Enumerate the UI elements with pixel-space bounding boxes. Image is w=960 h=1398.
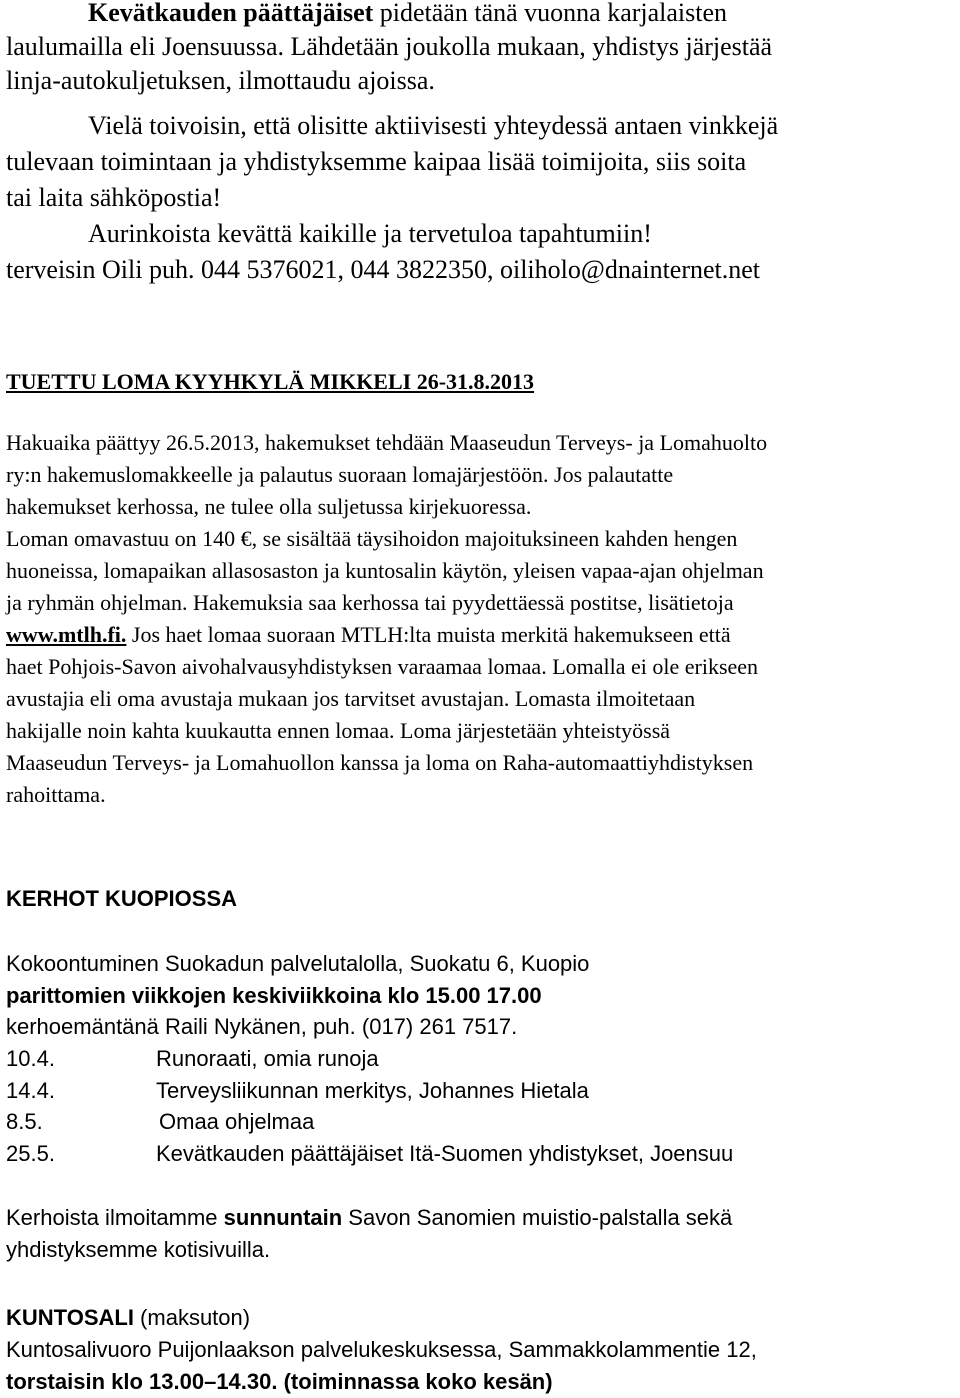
clubs-host: kerhoemäntänä Raili Nykänen, puh. (017) 261 7517. [6,1014,518,1039]
p1-line3: linja-autokuljetuksen, ilmottaudu ajoissa. [6,66,435,95]
gym-heading-note: (maksuton) [133,1305,251,1330]
event-title: Kevätkauden päättäjäiset Itä-Suomen yhdistykset, Joensuu [156,1141,734,1166]
gym-line2: torstaisin klo 13.00–14.30. (toiminnassa koko kesän) [6,1369,553,1394]
p2-line3: tai laita sähköpostia! [6,183,222,212]
event-row [0,1106,960,1137]
p1-line2: laulumailla eli Joensuussa. Lähdetään joukolla mukaan, yhdistys järjestää [6,32,773,61]
clubs-notice [6,1202,732,1233]
holiday-line: hakemukset kerhossa, ne tulee olla suljetussa kirjekuoressa. [6,494,532,519]
event-date: 10.4. [6,1046,55,1071]
holiday-line: ry:n hakemuslomakkeelle ja palautus suoraan lomajärjestöön. Jos palautatte [6,462,674,487]
holiday-line: Hakuaika päättyy 26.5.2013, hakemukset tehdään Maaseudun Terveys- ja Lomahuolto [6,430,768,455]
greeting: Aurinkoista kevättä kaikille ja tervetuloa tapahtumiin! [88,219,652,248]
event-row [0,1138,960,1169]
p1-rest: pidetään tänä vuonna karjalaisten [373,0,728,27]
holiday-line: ja ryhmän ohjelman. Hakemuksia saa kerhossa tai pyydettäessä postitse, lisätietoja [6,590,734,615]
event-date: 14.4. [6,1078,55,1103]
event-date: 8.5. [6,1109,43,1134]
holiday-line: rahoittama. [6,782,106,807]
signature: terveisin Oili puh. 044 5376021, 044 3822350, oiliholo@dnainternet.net [6,255,761,284]
gym-heading-line [6,1302,250,1333]
clubs-schedule: parittomien viikkojen keskiviikkoina klo 15.00 17.00 [6,983,542,1008]
event-title: Runoraati, omia runoja [156,1046,379,1071]
event-date: 25.5. [6,1141,55,1166]
event-title: Terveysliikunnan merkitys, Johannes Hietala [156,1078,589,1103]
notice-bold: sunnuntain [223,1205,343,1230]
mtlh-link[interactable]: www.mtlh.fi. [6,622,127,647]
p1-bold: Kevätkauden päättäjäiset [88,0,374,27]
link-rest: Jos haet lomaa suoraan MTLH:lta muista merkitä hakemukseen että [126,622,731,647]
holiday-heading: TUETTU LOMA KYYHKYLÄ MIKKELI 26-31.8.2013 [6,369,535,394]
p2-line1: Vielä toivoisin, että olisitte aktiivisesti yhteydessä antaen vinkkejä [88,111,779,140]
holiday-line: avustajia eli oma avustaja mukaan jos tarvitset avustajan. Lomasta ilmoitetaan [6,686,696,711]
holiday-line: hakijalle noin kahta kuukautta ennen lomaa. Loma järjestetään yhteistyössä [6,718,671,743]
event-row [0,1043,960,1074]
holiday-line-link [6,619,731,651]
holiday-line: huoneissa, lomapaikan allasosaston ja kuntosalin käytön, yleisen vapaa-ajan ohjelman [6,558,764,583]
event-title: Omaa ohjelmaa [159,1109,315,1134]
notice-pre: Kerhoista ilmoitamme [6,1205,224,1230]
notice-post: Savon Sanomien muistio-palstalla sekä [342,1205,733,1230]
gym-heading: KUNTOSALI [6,1305,134,1330]
holiday-line: Maaseudun Terveys- ja Lomahuollon kanssa ja loma on Raha-automaattiyhdistyksen [6,750,754,775]
p1-line1 [88,0,727,30]
clubs-notice-line2: yhdistyksemme kotisivuilla. [6,1237,271,1262]
holiday-line: Loman omavastuu on 140 €, se sisältää täysihoidon majoituksineen kahden hengen [6,526,738,551]
gym-line1: Kuntosalivuoro Puijonlaakson palvelukeskuksessa, Sammakkolammentie 12, [6,1337,757,1362]
holiday-line: haet Pohjois-Savon aivohalvausyhdistyksen varaamaa lomaa. Lomalla ei ole erikseen [6,654,759,679]
clubs-heading: KERHOT KUOPIOSSA [6,886,238,911]
event-row [0,1075,960,1106]
clubs-meeting: Kokoontuminen Suokadun palvelutalolla, Suokatu 6, Kuopio [6,951,590,976]
p2-line2: tulevaan toimintaan ja yhdistyksemme kaipaa lisää toimijoita, siis soita [6,147,747,176]
